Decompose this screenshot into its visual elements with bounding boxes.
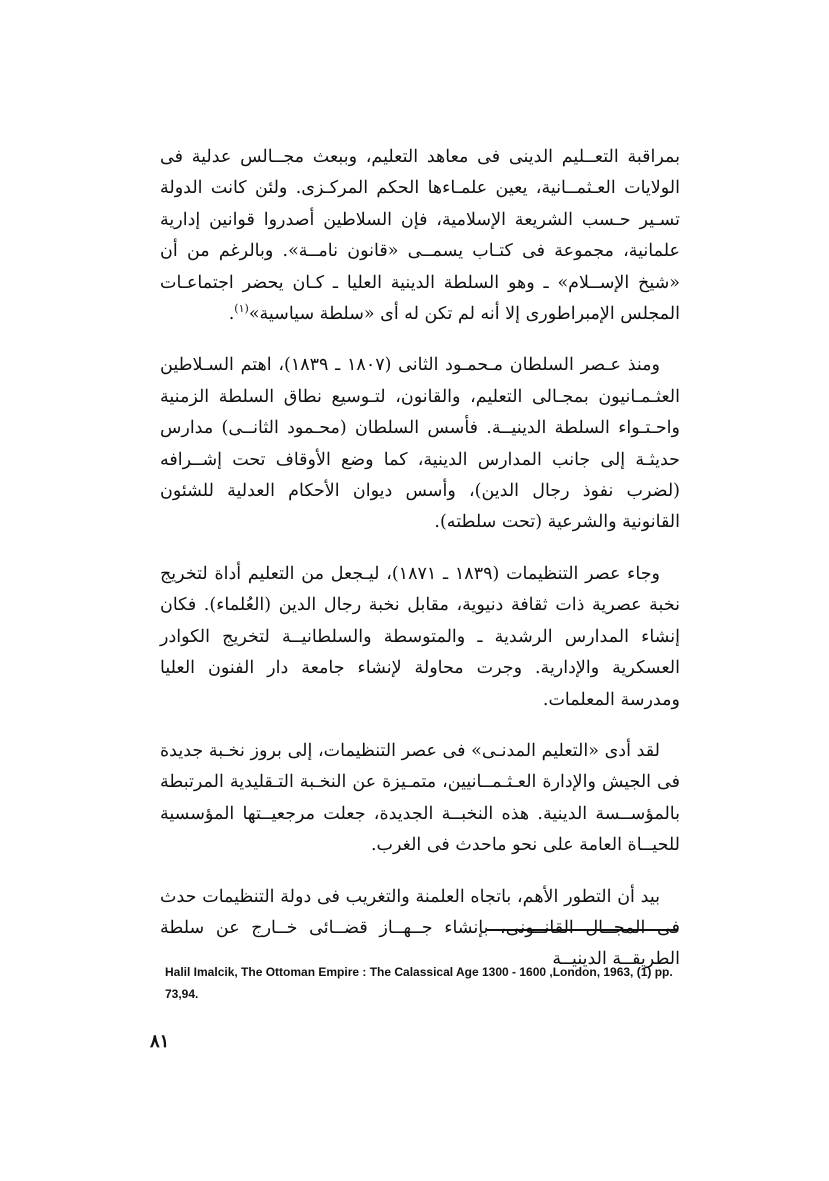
paragraph-3: وجاء عصر التنظيمات (١٨٣٩ ـ ١٨٧١)، ليـجعل من التعليم أداة لتخريج نخبة عصرية ذات ثقافة دنيوية، مقابل نخبة رجال الدين (العُلماء). فكان إنشاء المدارس الرشدية ـ والمتوسطة والسلطانيــة لتخريج الكوادر العسكرية والإدارية. وجرت محاولة لإنشاء جامعة دار الفنون العليا ومدرسة المعلمات.: [160, 563, 680, 710]
footnote: Halil Imalcik, The Ottoman Empire : The Calassical Age 1300 - 1600 ,London, 1963, (1) pp. 73,94.: [165, 965, 673, 1001]
footnote-divider: [487, 929, 677, 931]
paragraph-1-text: بمراقبة التعــليم الدينى فى معاهد التعليم، وببعث مجــالس عدلية فى الولايات العـثمــانية، يعين علمـاءها الحكم المركـزى. ولئن كانت الدولة تسـير حـسب الشريعة الإسلامية، فإن السلاطين أصدروا قوانين إدارية علمانية، مجموعة فى كتـاب يسمــى «قانون نامــة». وبالرغم من أن «شيخ الإســلام» ـ وهو السلطة الدينية العليا ـ كـان يحضر اجتماعـات المجلس الإمبراطورى إلا أنه لم تكن له أى «سلطة سياسية»: [160, 147, 680, 325]
page-number: ٨١: [150, 1031, 170, 1052]
main-text: [160, 142, 680, 976]
paragraph-1-end: .: [228, 304, 235, 325]
paragraph-1: [160, 142, 680, 330]
paragraph-5: بيد أن التطور الأهم، باتجاه العلمنة والتغريب فى دولة التنظيمات حدث فى المجــال القانــونى، بإنشاء جــهــاز قضــائى خــارج عن سلطة الطريقــة الدينيــة: [160, 886, 680, 970]
paragraph-2: ومنذ عـصر السلطان مـحمـود الثانى (١٨٠٧ ـ ١٨٣٩)، اهتم السـلاطين العثـمـانيون بمجـالى التعليم، والقانون، لتـوسيع نطاق السلطة الزمنية واحـتـواء السلطة الدينيــة. فأسس السلطان (محـمود الثانــى) مدارس حديثـة إلى جانب المدارس الدينية، كما وضع الأوقاف تحت إشــرافه (لضرب نفوذ رجال الدين)، وأسس ديوان الأحكام العدلية للشئون القانونية والشرعية (تحت سلطته).: [160, 355, 680, 533]
paragraph-4: لقد أدى «التعليم المدنـى» فى عصر التنظيمات، إلى بروز نخـبة جديدة فى الجيش والإدارة العـثـمــانيين، متمـيزة عن النخـبة التـقليدية المرتبطة بالمؤســسة الدينية. هذه النخبــة الجديدة، جعلت مرجعيــتها المؤسسية للحيــاة العامة على نحو ماحدث فى الغرب.: [160, 740, 680, 856]
footnote-reference: (١): [234, 302, 249, 316]
